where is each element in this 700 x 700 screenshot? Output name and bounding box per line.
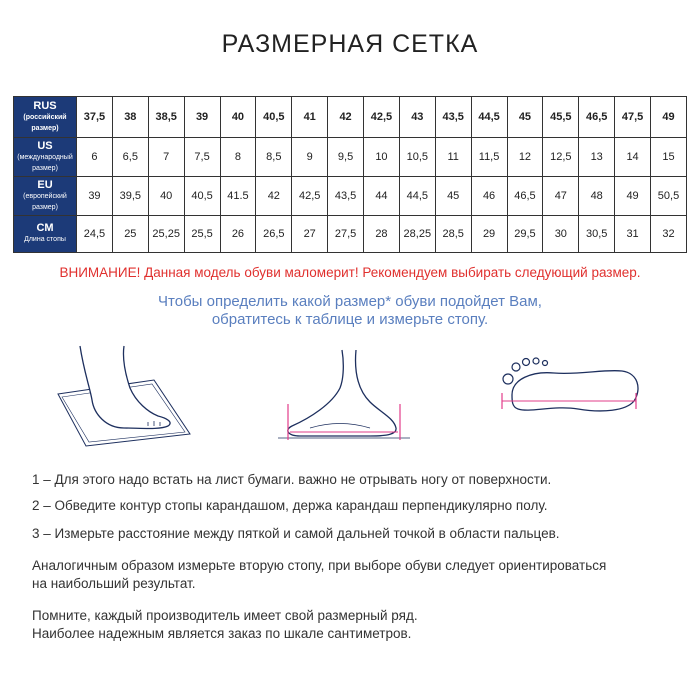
row-sublabel: (европейский размер) xyxy=(23,192,67,211)
table-cell: 39 xyxy=(184,97,220,138)
step-2: 2 – Обведите контур стопы карандашом, держа карандаш перпендикулярно полу. xyxy=(32,498,548,513)
row-header xyxy=(14,138,77,177)
table-cell: 46 xyxy=(471,177,507,216)
page-title: РАЗМЕРНАЯ СЕТКА xyxy=(221,30,479,58)
note-line-2: на наибольший результат. xyxy=(32,576,196,591)
table-cell: 26,5 xyxy=(256,216,292,253)
table-cell: 44,5 xyxy=(399,177,435,216)
table-cell: 47 xyxy=(543,177,579,216)
table-cell: 40,5 xyxy=(256,97,292,138)
table-cell: 42 xyxy=(328,97,364,138)
table-cell: 10 xyxy=(364,138,400,177)
reminder-line-1: Помните, каждый производитель имеет свой размерный ряд. xyxy=(32,608,418,623)
footprint-illustration xyxy=(494,355,644,425)
row-label: EU xyxy=(37,178,53,191)
table-cell: 30 xyxy=(543,216,579,253)
table-cell: 37,5 xyxy=(77,97,113,138)
table-cell: 40 xyxy=(148,177,184,216)
table-cell: 38 xyxy=(112,97,148,138)
table-cell: 11 xyxy=(435,138,471,177)
table-cell: 41.5 xyxy=(220,177,256,216)
table-cell: 8,5 xyxy=(256,138,292,177)
foot-on-paper-illustration xyxy=(50,342,210,452)
table-cell: 46,5 xyxy=(579,97,615,138)
size-table xyxy=(13,96,687,253)
row-header xyxy=(14,177,77,216)
step-3: 3 – Измерьте расстояние между пяткой и самой дальней точкой в области пальцев. xyxy=(32,526,560,541)
row-sublabel: Длина стопы xyxy=(24,236,66,243)
table-cell: 43 xyxy=(399,97,435,138)
row-sublabel: (международный размер) xyxy=(17,153,73,172)
table-cell: 43,5 xyxy=(328,177,364,216)
table-row xyxy=(14,97,687,138)
row-header xyxy=(14,216,77,253)
row-sublabel: (российский размер) xyxy=(23,113,67,132)
reminder-line-2: Наиболее надежным является заказ по шкале сантиметров. xyxy=(32,626,412,641)
row-label: RUS xyxy=(33,99,57,112)
table-cell: 40,5 xyxy=(184,177,220,216)
info-text xyxy=(0,293,700,329)
table-cell: 42 xyxy=(256,177,292,216)
table-cell: 32 xyxy=(651,216,687,253)
table-cell: 15 xyxy=(651,138,687,177)
table-cell: 44,5 xyxy=(471,97,507,138)
reminder-text xyxy=(32,607,418,643)
table-cell: 49 xyxy=(651,97,687,138)
table-cell: 44 xyxy=(364,177,400,216)
table-cell: 11,5 xyxy=(471,138,507,177)
row-header xyxy=(14,97,77,138)
table-cell: 6 xyxy=(77,138,113,177)
table-cell: 7 xyxy=(148,138,184,177)
table-cell: 30,5 xyxy=(579,216,615,253)
table-cell: 49 xyxy=(615,177,651,216)
table-cell: 46,5 xyxy=(507,177,543,216)
table-cell: 47,5 xyxy=(615,97,651,138)
row-label: CM xyxy=(36,222,54,234)
table-cell: 25,5 xyxy=(184,216,220,253)
table-cell: 45 xyxy=(435,177,471,216)
table-cell: 43,5 xyxy=(435,97,471,138)
foot-side-illustration xyxy=(270,348,420,448)
table-cell: 38,5 xyxy=(148,97,184,138)
table-cell: 41 xyxy=(292,97,328,138)
table-cell: 7,5 xyxy=(184,138,220,177)
table-cell: 25 xyxy=(112,216,148,253)
table-cell: 12,5 xyxy=(543,138,579,177)
table-cell: 6,5 xyxy=(112,138,148,177)
warning-text: ВНИМАНИЕ! Данная модель обуви маломерит! Рекомендуем выбирать следующий размер. xyxy=(59,265,641,280)
table-cell: 12 xyxy=(507,138,543,177)
table-cell: 13 xyxy=(579,138,615,177)
table-cell: 50,5 xyxy=(651,177,687,216)
table-cell: 27 xyxy=(292,216,328,253)
table-cell: 26 xyxy=(220,216,256,253)
info-line-1: Чтобы определить какой размер* обуви подойдет Вам, xyxy=(158,293,542,310)
table-cell: 25,25 xyxy=(148,216,184,253)
note-text xyxy=(32,557,606,593)
table-cell: 45,5 xyxy=(543,97,579,138)
table-cell: 24,5 xyxy=(77,216,113,253)
table-cell: 28 xyxy=(364,216,400,253)
info-line-2: обратитесь к таблице и измерьте стопу. xyxy=(211,311,489,328)
table-cell: 40 xyxy=(220,97,256,138)
note-line-1: Аналогичным образом измерьте вторую стопу, при выборе обуви следует ориентироваться xyxy=(32,558,607,573)
table-cell: 39,5 xyxy=(112,177,148,216)
table-cell: 10,5 xyxy=(399,138,435,177)
table-cell: 8 xyxy=(220,138,256,177)
table-row xyxy=(14,216,687,253)
table-cell: 29 xyxy=(471,216,507,253)
table-row xyxy=(14,177,687,216)
table-cell: 9 xyxy=(292,138,328,177)
table-cell: 45 xyxy=(507,97,543,138)
table-cell: 42,5 xyxy=(364,97,400,138)
table-cell: 29,5 xyxy=(507,216,543,253)
table-cell: 27,5 xyxy=(328,216,364,253)
table-row xyxy=(14,138,687,177)
table-cell: 9,5 xyxy=(328,138,364,177)
table-cell: 28,25 xyxy=(399,216,435,253)
table-cell: 42,5 xyxy=(292,177,328,216)
step-1: 1 – Для этого надо встать на лист бумаги. важно не отрывать ногу от поверхности. xyxy=(32,472,552,487)
table-cell: 48 xyxy=(579,177,615,216)
table-cell: 14 xyxy=(615,138,651,177)
row-label: US xyxy=(37,139,53,152)
table-cell: 39 xyxy=(77,177,113,216)
table-cell: 31 xyxy=(615,216,651,253)
table-cell: 28,5 xyxy=(435,216,471,253)
